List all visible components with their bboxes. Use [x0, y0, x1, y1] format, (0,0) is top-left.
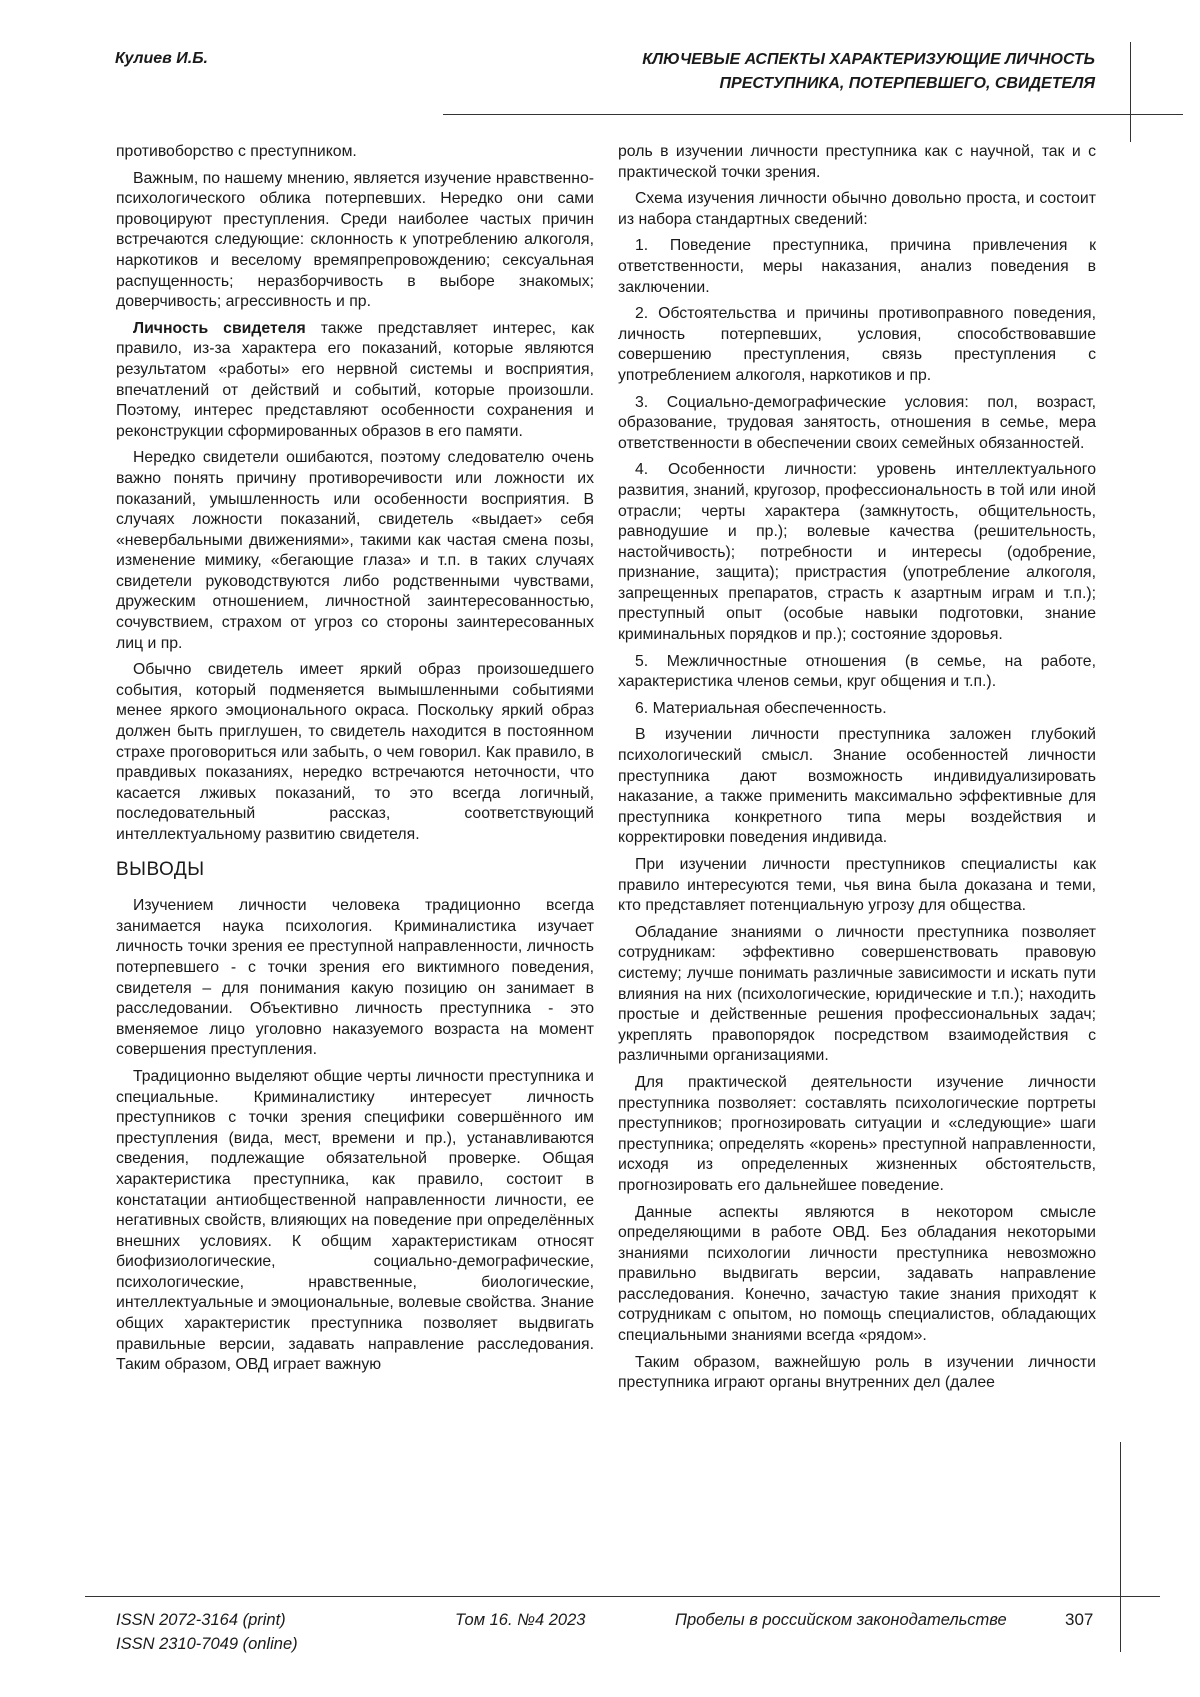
- running-head-title: [642, 48, 1095, 96]
- page-number: 307: [1065, 1608, 1093, 1632]
- paragraph: противоборство с преступником.: [116, 142, 594, 163]
- footer-issn-print: ISSN 2072-3164 (print): [116, 1608, 298, 1632]
- footer-issn-online: ISSN 2310-7049 (online): [116, 1632, 298, 1656]
- footer-journal-name: Пробелы в российском законодательстве: [675, 1608, 1007, 1632]
- footer-volume: Том 16. №4 2023: [455, 1608, 585, 1632]
- section-heading-conclusions: ВЫВОДЫ: [116, 860, 594, 881]
- left-column: [116, 142, 594, 1376]
- paragraph: Традиционно выделяют общие черты личности преступника и специальные. Криминалистику интересует личность преступников с точки зрения специфики совершённого им преступления (вида, мест, времени и пр.), устанавливаются сведения, подлежащие обязательной проверке. Общая характеристика преступника, как правило, состоит в констатации антиобщественной направленности личности, ее негативных свойств, влияющих на поведение при определённых внешних условиях. К общим характеристикам относят биофизиологические, социально-демографические, психологические, нравственные, биологические, интеллектуальные и эмоциональные, волевые свойства. Знание общих характеристик преступника позволяет выдвигать правильные версии, задавать направление расследования. Таким образом, ОВД играет важную: [116, 1067, 594, 1376]
- paragraph-text: также представляет интерес, как правило, из-за характера его показаний, которые являются результатом «работы» его нервной системы и восприятия, впечатлений от действий и событий, которые произошли. Поэтому, интерес представляют особенности сохранения и реконструкции сформированных образов в его памяти.: [116, 320, 594, 440]
- paragraph: роль в изучении личности преступника как с научной, так и с практической точки зрения.: [618, 142, 1096, 183]
- list-item: 6. Материальная обеспеченность.: [618, 699, 1096, 720]
- list-item: 2. Обстоятельства и причины противоправного поведения, личность потерпевших, условия, способствовавшие совершению преступления, связь преступления с употреблением алкоголя, наркотиков и пр.: [618, 304, 1096, 386]
- footer-rule: [85, 1596, 1160, 1597]
- footer-vertical-rule: [1120, 1442, 1121, 1652]
- paragraph: Важным, по нашему мнению, является изучение нравственно-психологического облика потерпевших. Нередко они сами провоцируют преступления. Среди наиболее частых причин встречаются следующие: склонность к употреблению алкоголя, наркотиков и веселому времяпрепровождению; сексуальная распущенность; неразборчивость в выборе знакомых; доверчивость; агрессивность и пр.: [116, 169, 594, 313]
- paragraph: Обладание знаниями о личности преступника позволяет сотрудникам: эффективно совершенствовать правовую систему; лучше понимать различные зависимости и искать пути влияния на них (психологические, юридические и т.п.); находить простые и действенные решения профессиональных задач; укреплять правопорядок посредством взаимодействия с различными организациями.: [618, 923, 1096, 1067]
- paragraph: Схема изучения личности обычно довольно проста, и состоит из набора стандартных сведений:: [618, 189, 1096, 230]
- running-head-author: Кулиев И.Б.: [115, 50, 208, 68]
- footer-issn: [116, 1608, 298, 1656]
- right-column: [618, 142, 1096, 1394]
- paragraph-lead-bold: Личность свидетеля: [133, 320, 306, 337]
- paragraph: Изучением личности человека традиционно всегда занимается наука психология. Криминалистика изучает личность точки зрения ее преступной направленности, личность потерпевшего - с точки зрения его виктимного поведения, свидетеля – для понимания какую позицию он занимает в расследовании. Объективно личность преступника - это вменяемое лицо уголовно наказуемого возраста на момент совершения преступления.: [116, 896, 594, 1061]
- paragraph: Для практической деятельности изучение личности преступника позволяет: составлять психологические портреты преступников; прогнозировать ситуации и «следующие» шаги преступника; определять «корень» преступной направленности, исходя из определенных жизненных обстоятельств, прогнозировать его дальнейшее поведение.: [618, 1073, 1096, 1197]
- paragraph: Таким образом, важнейшую роль в изучении личности преступника играют органы внутренних дел (далее: [618, 1353, 1096, 1394]
- list-item: 4. Особенности личности: уровень интеллектуального развития, знаний, кругозор, профессиональность в той или иной отрасли; черты характера (замкнутость, общительность, равнодушие и пр.); волевые качества (решительность, настойчивость); потребности и интересы (одобрение, признание, защита); пристрастия (употребление алкоголя, запрещенных препаратов, страсть к азартным играм и т.п.); преступный опыт (особые навыки подготовки, знание криминальных порядков и пр.); состояние здоровья.: [618, 460, 1096, 645]
- paragraph: При изучении личности преступников специалисты как правило интересуются теми, чья вина была доказана и теми, кто представляет потенциальную угрозу для общества.: [618, 855, 1096, 917]
- list-item: 3. Социально-демографические условия: пол, возраст, образование, трудовая занятость, отношения в семье, мера ответственности в обеспечении своих семейных обязанностей.: [618, 393, 1096, 455]
- paragraph: В изучении личности преступника заложен глубокий психологический смысл. Знание особенностей личности преступника дают возможность индивидуализировать наказание, а также применить максимально эффективные для преступника конкретного типа меры воздействия и корректировки поведения индивида.: [618, 725, 1096, 849]
- header-rule: [443, 114, 1183, 115]
- header-vertical-rule: [1130, 42, 1131, 142]
- paragraph: Обычно свидетель имеет яркий образ произошедшего события, который подменяется вымышленными событиями менее яркого эмоционального окраса. Поскольку яркий образ должен быть приглушен, то свидетель находится в постоянном страхе проговориться или забыть, о чем говорил. Как правило, в правдивых показаниях, нередко встречаются неточности, что касается лживых показаний, то это всегда логичный, последовательный рассказ, соответствующий интеллектуальному развитию свидетеля.: [116, 660, 594, 845]
- list-item: 5. Межличностные отношения (в семье, на работе, характеристика членов семьи, круг общения и т.п.).: [618, 652, 1096, 693]
- list-item: 1. Поведение преступника, причина привлечения к ответственности, меры наказания, анализ поведения в заключении.: [618, 236, 1096, 298]
- running-head-title-line-2: ПРЕСТУПНИКА, ПОТЕРПЕВШЕГО, СВИДЕТЕЛЯ: [642, 72, 1095, 96]
- paragraph: [116, 319, 594, 443]
- paragraph: Данные аспекты являются в некотором смысле определяющими в работе ОВД. Без обладания некоторыми знаниями психологии личности преступника невозможно правильно выдвигать версии, задавать направление расследования. Конечно, зачастую такие знания приходят к сотрудникам с опытом, но помощь специалистов, обладающих специальными знаниями всегда «рядом».: [618, 1203, 1096, 1347]
- running-head-title-line-1: КЛЮЧЕВЫЕ АСПЕКТЫ ХАРАКТЕРИЗУЮЩИЕ ЛИЧНОСТЬ: [642, 48, 1095, 72]
- paragraph: Нередко свидетели ошибаются, поэтому следователю очень важно понять причину противоречивости или ложности их показаний, умышленность или особенности восприятия. В случаях ложности показаний, свидетель «выдает» себя «невербальными движениями», такими как частая смена позы, изменение мимику, «бегающие глаза» и т.п. в таких случаях свидетели руководствуются либо родственными чувствами, дружеским отношением, личностной заинтересованностью, сочувствием, страхом от угроз со стороны заинтересованных лиц и пр.: [116, 448, 594, 654]
